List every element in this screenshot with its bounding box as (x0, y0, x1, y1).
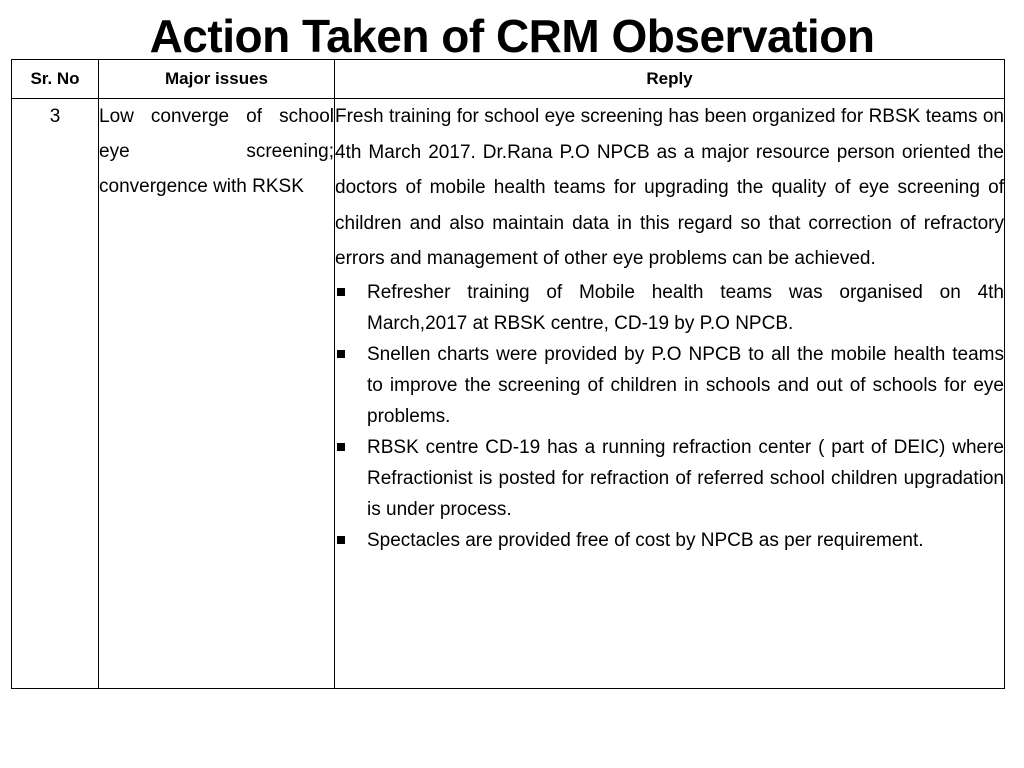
major-issue-cell: Low converge of school eye screening; convergence with RKSK (99, 99, 335, 689)
list-item (335, 277, 1004, 339)
header-reply: Reply (335, 60, 1005, 99)
list-item (335, 525, 1004, 556)
square-bullet-icon (337, 288, 345, 296)
list-item (335, 432, 1004, 525)
square-bullet-icon (337, 350, 345, 358)
slide-title: Action Taken of CRM Observation (149, 10, 875, 62)
header-sr-no: Sr. No (12, 60, 99, 99)
crm-observation-table (11, 59, 1005, 689)
bullet-text: RBSK centre CD-19 has a running refraction center ( part of DEIC) where Refractionist is posted for refraction of referred school children upgradation is under process. (367, 436, 1004, 520)
list-item (335, 339, 1004, 432)
bullet-text: Refresher training of Mobile health teams was organised on 4th March,2017 at RBSK centre, CD-19 by P.O NPCB. (367, 281, 1004, 334)
sr-no-cell: 3 (12, 99, 99, 689)
reply-intro-text: Fresh training for school eye screening has been organized for RBSK teams on 4th March 2017. Dr.Rana P.O NPCB as a major resource person oriented the doctors of mobile health teams for upgrading the quality of eye screening of children and also maintain data in this regard so that correction of refractory errors and management of other eye problems can be achieved. (335, 106, 1004, 269)
square-bullet-icon (337, 536, 345, 544)
square-bullet-icon (337, 443, 345, 451)
table-row (12, 99, 1005, 689)
table-header-row (12, 60, 1005, 99)
header-major-issues: Major issues (99, 60, 335, 99)
reply-cell (335, 99, 1005, 689)
bullet-text: Spectacles are provided free of cost by NPCB as per requirement. (367, 529, 924, 551)
reply-bullet-list (335, 277, 1004, 556)
bullet-text: Snellen charts were provided by P.O NPCB to all the mobile health teams to improve the screening of children in schools and out of schools for eye problems. (367, 343, 1004, 427)
